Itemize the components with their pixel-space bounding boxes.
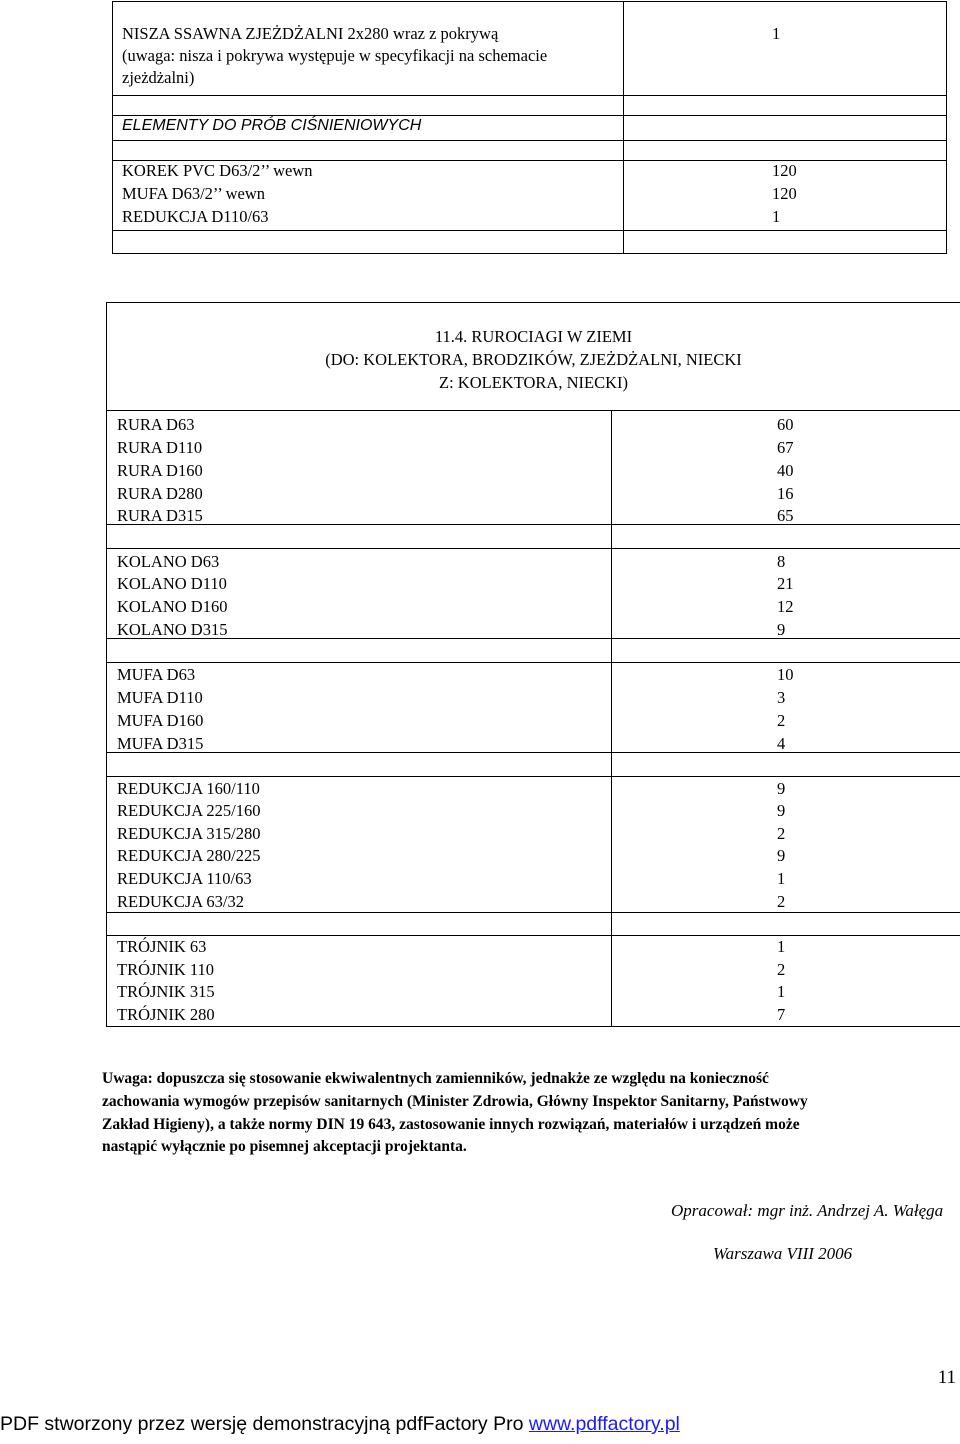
item-name: TRÓJNIK 280: [117, 1005, 215, 1024]
row-divider: [611, 638, 960, 639]
column-divider: [623, 1, 624, 254]
item-quantity: 2: [777, 711, 786, 730]
item-quantity: 40: [777, 461, 794, 480]
item-name: MUFA D315: [117, 734, 204, 753]
item-name: REDUKCJA 225/160: [117, 801, 261, 820]
item-name: REDUKCJA 110/63: [117, 869, 252, 888]
note-line: Uwaga: dopuszcza się stosowanie ekwiwalentnych zamienników, jednakże ze względu na konieczność: [102, 1070, 769, 1087]
row-divider: [112, 230, 947, 231]
item-name: NISZA SSAWNA ZJEŻDŻALNI 2x280 wraz z pokrywą: [122, 24, 499, 43]
item-quantity: 67: [777, 438, 794, 457]
item-name: RURA D63: [117, 415, 195, 434]
item-quantity: 10: [777, 665, 794, 684]
section-subtitle: (DO: KOLEKTORA, BRODZIKÓW, ZJEŻDŻALNI, NIECKI: [325, 350, 742, 369]
item-quantity: 120: [772, 161, 797, 180]
row-divider: [611, 752, 960, 753]
item-quantity: 1: [777, 937, 786, 956]
row-divider: [611, 662, 960, 663]
item-quantity: 12: [777, 597, 794, 616]
pipes-table: [106, 302, 960, 1027]
note-paragraph: [102, 1068, 960, 1159]
section-subtitle: Z: KOLEKTORA, NIECKI): [439, 373, 628, 392]
item-quantity: 9: [777, 620, 786, 639]
top-table: [112, 1, 947, 254]
author-signature: Opracował: mgr inż. Andrzej A. Wałęga: [671, 1201, 944, 1220]
item-name: KOREK PVC D63/2’’ wewn: [122, 161, 313, 180]
item-quantity: 65: [777, 506, 794, 525]
item-quantity: 2: [777, 824, 786, 843]
row-divider: [611, 912, 960, 913]
item-quantity: 60: [777, 415, 794, 434]
item-name: REDUKCJA 280/225: [117, 846, 261, 865]
page-number: 11: [937, 1367, 956, 1388]
item-quantity: 21: [777, 574, 794, 593]
item-name: RURA D280: [117, 484, 203, 503]
item-quantity: 1: [777, 982, 786, 1001]
item-quantity: 8: [777, 552, 786, 571]
item-name: TRÓJNIK 110: [117, 960, 215, 979]
note-line: Zakład Higieny), a także normy DIN 19 643, zastosowanie innych rozwiązań, materiałów i urządzeń może: [102, 1115, 800, 1133]
item-name: MUFA D110: [117, 688, 203, 707]
item-quantity: 3: [777, 688, 786, 707]
footer-text: PDF stworzony przez wersję demonstracyjną pdfFactory Pro: [0, 1413, 529, 1435]
row-divider: [106, 548, 611, 549]
item-name: MUFA D63: [117, 665, 196, 684]
item-quantity: 7: [777, 1005, 786, 1024]
item-name: RURA D315: [117, 506, 203, 525]
document-date: Warszawa VIII 2006: [713, 1244, 853, 1263]
item-quantity: 1: [772, 207, 781, 226]
pdf-footer: [0, 1413, 960, 1436]
item-name: TRÓJNIK 63: [117, 937, 207, 956]
item-name: MUFA D63/2’’ wewn: [122, 184, 265, 203]
item-quantity: 1: [777, 869, 786, 888]
note-line: nastąpić wyłącznie po pisemnej akceptacji projektanta.: [102, 1138, 467, 1156]
item-name: REDUKCJA 63/32: [117, 892, 244, 911]
item-name: REDUKCJA 315/280: [117, 824, 261, 843]
section-label: ELEMENTY DO PRÓB CIŚNIENIOWYCH: [122, 117, 422, 134]
header-divider: [106, 410, 960, 411]
item-name: TRÓJNIK 315: [117, 982, 215, 1001]
row-divider: [112, 140, 947, 141]
row-divider: [611, 548, 960, 549]
item-note: (uwaga: nisza i pokrywa występuje w specyfikacji na schemacie: [122, 46, 548, 65]
item-note: zjeżdżalni): [122, 68, 195, 87]
row-divider: [106, 776, 611, 777]
section-title: 11.4. RUROCIAGI W ZIEMI: [434, 327, 633, 346]
item-quantity: 120: [772, 184, 797, 203]
item-quantity: 2: [777, 960, 786, 979]
footer-link[interactable]: www.pdffactory.pl: [528, 1413, 680, 1435]
row-divider: [611, 776, 960, 777]
note-line: zachowania wymogów przepisów sanitarnych (Minister Zdrowia, Główny Inspektor Sanitarny, Państwowy: [102, 1092, 808, 1110]
item-name: KOLANO D160: [117, 597, 228, 616]
item-quantity: 1: [772, 24, 781, 43]
item-quantity: 9: [777, 779, 786, 798]
item-name: KOLANO D110: [117, 574, 227, 593]
item-name: RURA D160: [117, 461, 203, 480]
item-name: KOLANO D315: [117, 620, 228, 639]
row-divider: [112, 95, 947, 96]
item-name: KOLANO D63: [117, 552, 220, 571]
item-quantity: 2: [777, 892, 786, 911]
item-quantity: 9: [777, 846, 786, 865]
item-name: MUFA D160: [117, 711, 204, 730]
item-name: RURA D110: [117, 438, 203, 457]
item-name: REDUKCJA 160/110: [117, 779, 260, 798]
row-divider: [611, 935, 960, 936]
row-divider: [106, 662, 611, 663]
item-quantity: 4: [777, 734, 786, 753]
item-name: REDUKCJA D110/63: [122, 207, 269, 226]
item-quantity: 9: [777, 801, 786, 820]
item-quantity: 16: [777, 484, 794, 503]
